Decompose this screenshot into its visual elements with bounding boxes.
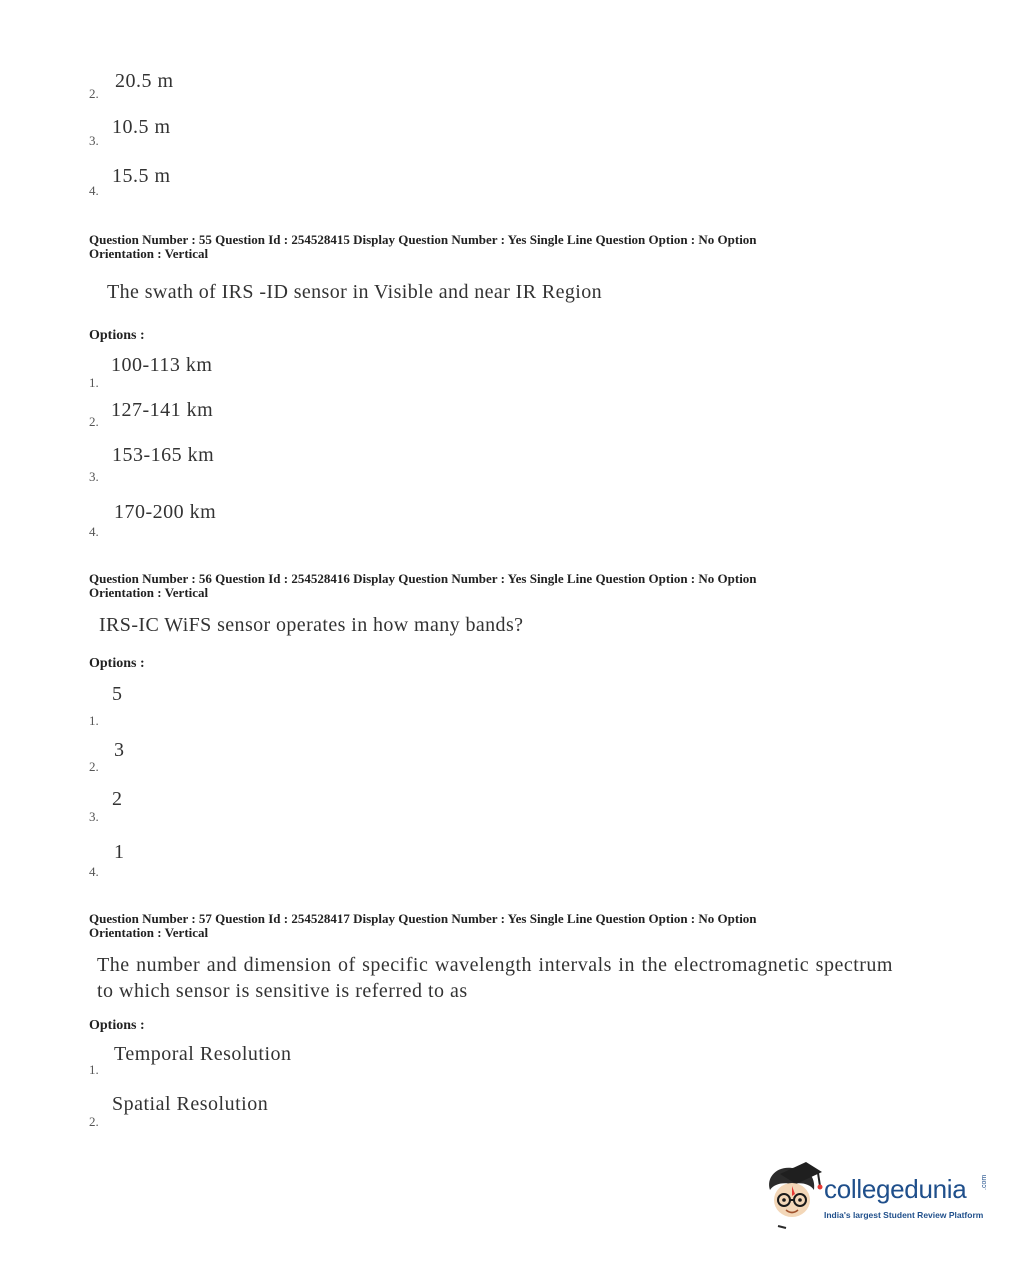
option-number: 2. <box>89 759 99 774</box>
option-text: 153-165 km <box>112 444 215 466</box>
options-label: Options : <box>89 328 145 343</box>
option-text: 3 <box>114 739 125 761</box>
option-number: 3. <box>89 133 99 148</box>
logo-suffix: .com <box>981 1174 988 1190</box>
question-text: IRS-IC WiFS sensor operates in how many bands? <box>99 614 524 636</box>
option-number: 3. <box>89 809 99 824</box>
option-text: 100-113 km <box>111 354 213 376</box>
option-text: 127-141 km <box>111 399 214 421</box>
question-meta-line-1: Question Number : 56 Question Id : 254528416 Display Question Number : Yes Single Line Question Option : No Option <box>89 571 757 586</box>
option-text: 2 <box>112 788 123 810</box>
question-text: The number and dimension of specific wavelength intervals in the electromagnetic spectrum to which sensor is sensitive is referred to as <box>97 954 893 1002</box>
option-text: Temporal Resolution <box>114 1043 292 1065</box>
option-number: 2. <box>89 1114 99 1129</box>
question-meta-line-2: Orientation : Vertical <box>89 925 209 940</box>
question-meta-line-2: Orientation : Vertical <box>89 585 209 600</box>
option-text: 5 <box>112 683 123 705</box>
question-meta-line-2: Orientation : Vertical <box>89 246 209 261</box>
options-label: Options : <box>89 1018 145 1033</box>
option-number: 2. <box>89 86 99 101</box>
question-meta-line-1: Question Number : 57 Question Id : 254528417 Display Question Number : Yes Single Line Question Option : No Option <box>89 911 757 926</box>
question-meta <box>89 233 869 261</box>
mascot-icon <box>762 1160 824 1230</box>
option-number: 4. <box>89 864 99 879</box>
option-number: 1. <box>89 1062 99 1077</box>
option-text: 1 <box>114 841 125 863</box>
question-text: The swath of IRS -ID sensor in Visible and near IR Region <box>107 281 603 303</box>
question-meta-line-1: Question Number : 55 Question Id : 254528415 Display Question Number : Yes Single Line Question Option : No Option <box>89 232 757 247</box>
options-label: Options : <box>89 656 145 671</box>
option-text: 20.5 m <box>115 70 174 92</box>
option-number: 4. <box>89 524 99 539</box>
logo-name: collegedunia <box>824 1174 967 1204</box>
question-meta <box>89 912 869 940</box>
option-text: 15.5 m <box>112 165 171 187</box>
option-text: 170-200 km <box>114 501 217 523</box>
logo-tagline: India's largest Student Review Platform <box>824 1210 984 1220</box>
option-text: 10.5 m <box>112 116 171 138</box>
option-number: 4. <box>89 183 99 198</box>
option-number: 1. <box>89 375 99 390</box>
question-meta <box>89 572 869 600</box>
collegedunia-logo <box>762 1160 992 1232</box>
option-number: 1. <box>89 713 99 728</box>
option-number: 3. <box>89 469 99 484</box>
option-number: 2. <box>89 414 99 429</box>
option-text: Spatial Resolution <box>112 1093 269 1115</box>
